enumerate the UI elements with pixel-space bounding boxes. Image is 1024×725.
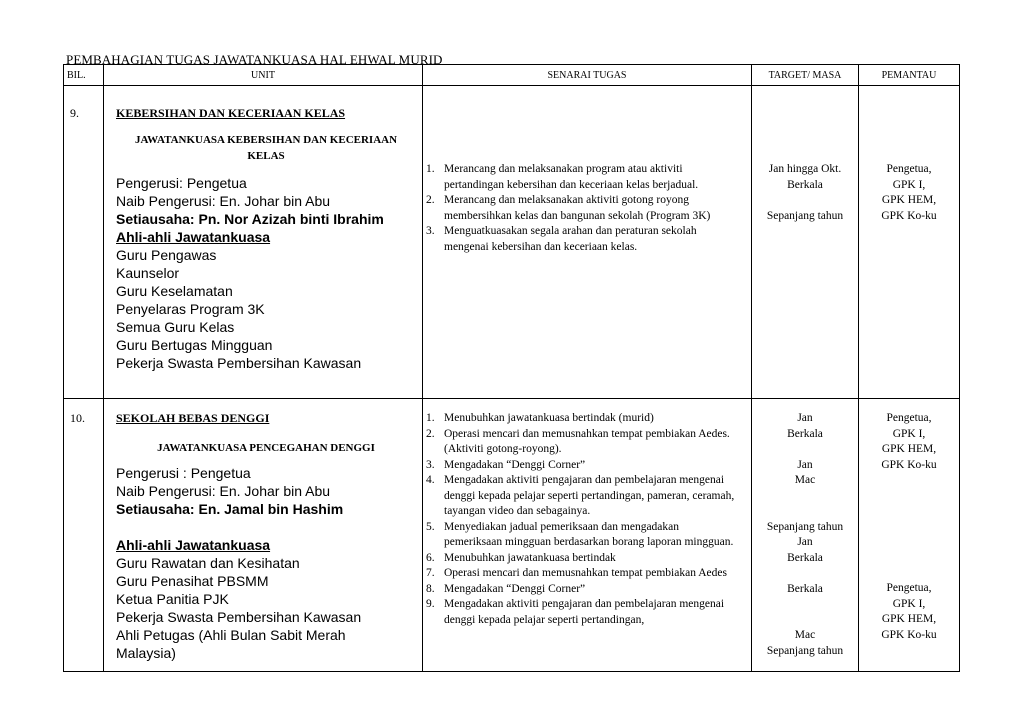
target-line <box>752 613 858 629</box>
target-line <box>752 504 858 520</box>
task-item: 6. Menubuhkan jawatankuasa bertindak <box>426 551 616 564</box>
naib-pengerusi: Naib Pengerusi: En. Johar bin Abu <box>116 483 331 499</box>
task-item: 5. Menyediakan jadual pemeriksaan dan mengadakan pemeriksaan mingguan berdasarkan borang laporan mingguan. <box>426 520 734 548</box>
pemantau-line: GPK HEM, <box>881 194 937 206</box>
ahli-heading: Ahli-ahli Jawatankuasa <box>116 537 271 553</box>
pemantau-line: Pengetua, <box>886 412 932 424</box>
task-item: 2. Merancang dan melaksanakan aktiviti gotong royong membersihkan kelas dan bangunan sekolah (Program 3K) <box>426 194 711 222</box>
target-cell <box>752 86 859 399</box>
target-line: Mac <box>794 474 816 486</box>
pengerusi: Pengerusi: Pengetua <box>116 175 247 191</box>
member-item: Penyelaras Program 3K <box>116 301 265 317</box>
target-line: Jan hingga Okt. <box>768 163 842 175</box>
target-line <box>752 489 858 505</box>
task-item: 2. Operasi mencari dan memusnahkan tempat pembiakan Aedes. (Aktiviti gotong-royong). <box>426 427 730 455</box>
task-item: 4. Mengadakan aktiviti pengajaran dan pembelajaran mengenai denggi kepada pelajar seperti pertandingan, pameran, ceramah, tayangan video dan sebagainya. <box>426 474 735 517</box>
member-item: Guru Keselamatan <box>116 283 233 299</box>
setiausaha: Setiausaha: Pn. Nor Azizah binti Ibrahim <box>116 211 384 227</box>
pemantau-line: GPK Ko-ku <box>881 628 937 641</box>
task-item: 3. Menguatkuasakan segala arahan dan peraturan sekolah mengenai kebersihan dan keceriaan kelas. <box>426 225 697 253</box>
task-list <box>423 162 728 255</box>
task-list <box>423 411 735 628</box>
target-line: Sepanjang tahun <box>766 209 844 222</box>
ahli-heading: Ahli-ahli Jawatankuasa <box>116 229 271 245</box>
member-item: Guru Penasihat PBSMM <box>116 573 269 589</box>
target-line: Berkala <box>787 178 823 191</box>
target-line: Sepanjang tahun <box>766 520 844 533</box>
pemantau-line: GPK I, <box>892 178 926 191</box>
unit-cell <box>104 86 423 399</box>
unit-title: KEBERSIHAN DAN KECERIAAN KELAS <box>116 106 346 120</box>
pemantau-line: GPK HEM, <box>881 613 937 625</box>
pemantau-line: GPK I, <box>892 427 926 440</box>
pemantau-cell <box>859 399 960 672</box>
target-cell <box>752 399 859 672</box>
pemantau-line: Pengetua, <box>886 582 932 594</box>
target-line <box>752 442 858 458</box>
row-number <box>64 86 104 399</box>
task-item: 1. Merancang dan melaksanakan program atau aktiviti pertandingan kebersihan dan keceriaan kelas berjadual. <box>426 163 699 191</box>
header-senarai-tugas: SENARAI TUGAS <box>423 65 752 86</box>
pemantau-line: Pengetua, <box>886 163 932 175</box>
target-line <box>752 566 858 582</box>
tasks-cell <box>423 399 752 672</box>
committee-name: JAWATANKUASA PENCEGAHAN DENGGI <box>157 442 375 454</box>
task-item: 7. Operasi mencari dan memusnahkan tempat pembiakan Aedes <box>426 567 727 579</box>
unit-title: SEKOLAH BEBAS DENGGI <box>116 411 270 425</box>
setiausaha: Setiausaha: En. Jamal bin Hashim <box>116 501 344 517</box>
target-line: Sepanjang tahun <box>766 644 844 657</box>
task-item: 9. Mengadakan aktiviti pengajaran dan pembelajaran mengenai denggi kepada pelajar seperti pertandingan, <box>426 598 725 626</box>
target-line <box>752 597 858 613</box>
member-item: Ketua Panitia PJK <box>116 591 229 607</box>
row-number <box>64 399 104 672</box>
member-item: Pekerja Swasta Pembersihan Kawasan <box>116 609 362 625</box>
header-bil: BIL. <box>64 65 104 86</box>
member-item: Guru Bertugas Mingguan <box>116 337 273 353</box>
header-target-masa: TARGET/ MASA <box>752 65 859 86</box>
target-line <box>752 193 858 209</box>
target-line: Mac <box>794 629 816 641</box>
target-line: Jan <box>797 458 813 471</box>
pemantau-line: GPK HEM, <box>881 443 937 455</box>
member-item: Semua Guru Kelas <box>116 319 235 335</box>
header-unit: UNIT <box>104 65 423 86</box>
header-row <box>64 65 960 86</box>
task-item: 8. Mengadakan “Denggi Corner” <box>426 582 586 595</box>
document-title: PEMBAHAGIAN TUGAS JAWATANKUASA HAL EHWAL MURID <box>66 52 443 67</box>
member-item: Pekerja Swasta Pembersihan Kawasan <box>116 355 362 371</box>
member-item: Guru Rawatan dan Kesihatan <box>116 555 300 571</box>
target-line: Berkala <box>787 582 823 595</box>
target-line: Jan <box>797 536 813 548</box>
row-number-text: 10. <box>70 411 85 425</box>
member-item: Ahli Petugas (Ahli Bulan Sabit Merah Malaysia) <box>116 627 346 661</box>
member-item: Kaunselor <box>116 265 180 281</box>
target-line: Jan <box>797 412 813 424</box>
table-row <box>64 86 960 399</box>
row-number-text: 9. <box>70 106 79 120</box>
pemantau-line: GPK I, <box>892 597 926 610</box>
committee-name: JAWATANKUASA KEBERSIHAN DAN KECERIAAN KELAS <box>134 134 398 162</box>
tasks-cell <box>423 86 752 399</box>
target-line: Berkala <box>787 551 823 564</box>
pemantau-cell <box>859 86 960 399</box>
pemantau-line: GPK Ko-ku <box>881 458 937 471</box>
target-line: Berkala <box>787 427 823 440</box>
task-item: 3. Mengadakan “Denggi Corner” <box>426 458 586 471</box>
unit-cell <box>104 399 423 672</box>
member-item: Guru Pengawas <box>116 247 217 263</box>
pengerusi: Pengerusi : Pengetua <box>116 465 251 481</box>
naib-pengerusi: Naib Pengerusi: En. Johar bin Abu <box>116 193 331 209</box>
pemantau-line: GPK Ko-ku <box>881 209 937 222</box>
table-row <box>64 399 960 672</box>
task-item: 1. Menubuhkan jawatankuasa bertindak (murid) <box>426 412 654 424</box>
header-pemantau: PEMANTAU <box>859 65 960 86</box>
duty-table <box>63 64 960 672</box>
